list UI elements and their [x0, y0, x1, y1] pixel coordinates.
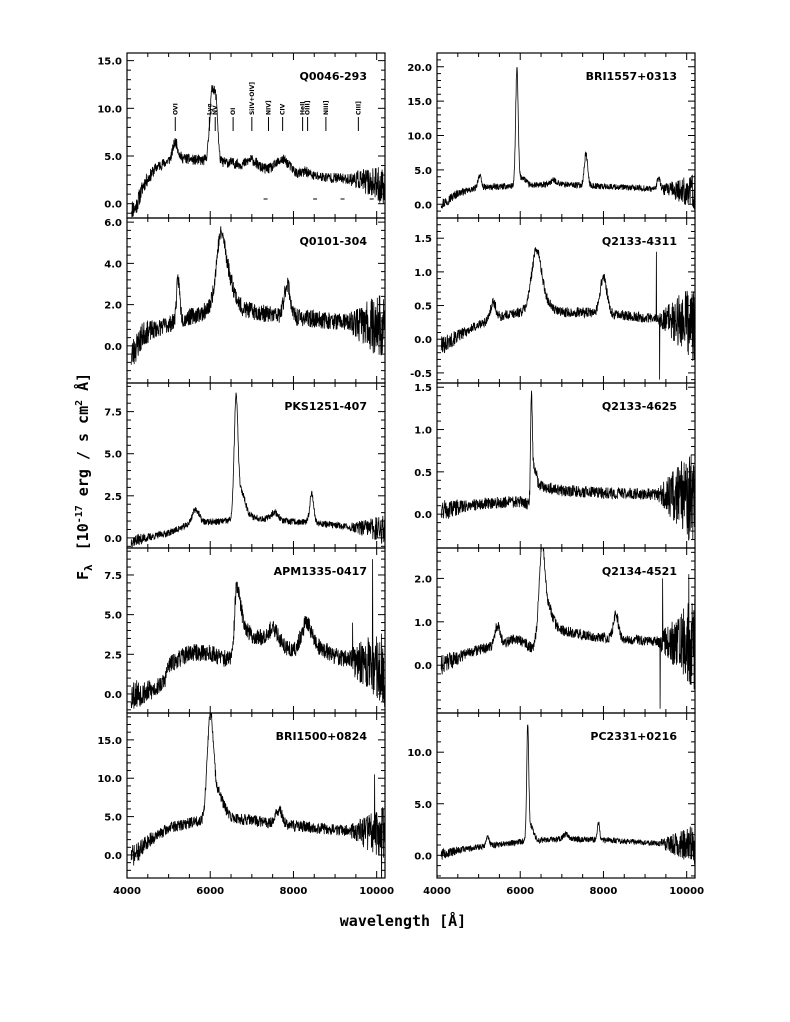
y-tick-label: 0.0 — [104, 533, 122, 545]
y-tick-label: -0.5 — [410, 368, 432, 380]
x-tick-label: 10000 — [359, 886, 395, 897]
panel-label: Q2133-4625 — [601, 400, 677, 413]
panel-label: Q2134-4521 — [601, 565, 677, 578]
x-tick-label: 8000 — [589, 886, 618, 897]
panel-label: PC2331+0216 — [590, 730, 677, 743]
y-tick-label: 10.0 — [407, 748, 432, 760]
y-tick-label: 5.0 — [104, 812, 122, 824]
x-tick-label: 8000 — [279, 886, 308, 897]
y-tick-label: 0.0 — [104, 341, 122, 353]
y-tick-label: 0.0 — [414, 510, 432, 522]
y-tick-label: 5.0 — [104, 152, 122, 164]
x-tick-label: 4000 — [423, 886, 451, 897]
line-id-label: HeII — [299, 101, 307, 115]
y-tick-label: 15.0 — [97, 735, 122, 747]
y-tick-label: 5.0 — [414, 799, 432, 811]
y-tick-label: 6.0 — [104, 218, 122, 230]
y-axis-exp: -17 — [74, 505, 85, 524]
spectrum-line — [131, 85, 385, 217]
y-tick-label: 5.0 — [414, 165, 432, 177]
svg-text:Fλ[10-17erg / s cm2Å] — [73, 373, 95, 580]
panel-Q2133-4625 — [414, 383, 695, 548]
y-tick-label: 1.0 — [414, 425, 432, 437]
panel-Q0046-293 — [97, 53, 385, 218]
panel-label: BRI1500+0824 — [275, 730, 367, 743]
y-tick-label: 7.5 — [104, 570, 122, 582]
panel-PC2331+0216 — [407, 713, 704, 897]
y-axis-title — [73, 373, 95, 580]
panel-BRI1557+0313 — [407, 53, 695, 218]
x-tick-label: 10000 — [669, 886, 705, 897]
y-tick-label: 15.0 — [407, 97, 432, 109]
line-id-label: NV — [212, 105, 220, 115]
y-axis-f: F — [74, 570, 92, 580]
y-tick-label: 1.0 — [414, 617, 432, 629]
spectrum-line — [441, 391, 695, 540]
y-tick-label: 4.0 — [104, 259, 122, 271]
line-id-label: OVI — [172, 103, 180, 115]
y-tick-label: 10.0 — [97, 104, 122, 116]
line-id-label: OI — [230, 107, 238, 115]
y-tick-label: 2.0 — [104, 300, 122, 312]
y-tick-label: 10.0 — [407, 131, 432, 143]
y-tick-label: 5.0 — [104, 610, 122, 622]
y-tick-label: 1.5 — [414, 383, 432, 395]
y-tick-label: 1.5 — [414, 234, 432, 246]
y-tick-label: 0.0 — [414, 851, 432, 863]
y-tick-label: 0.0 — [414, 661, 432, 673]
panel-label: BRI1557+0313 — [585, 70, 677, 83]
y-axis-middle: erg / s cm — [74, 405, 92, 497]
y-axis-open: [10 — [74, 523, 92, 551]
spectrum-line — [441, 725, 695, 864]
x-tick-label: 6000 — [196, 886, 225, 897]
panel-label: Q2133-4311 — [601, 235, 677, 248]
x-tick-label: 4000 — [113, 886, 141, 897]
panel-label: APM1335-0417 — [273, 565, 367, 578]
y-tick-label: 0.5 — [414, 301, 432, 313]
y-tick-label: 2.0 — [414, 574, 432, 586]
y-tick-label: 0.0 — [414, 200, 432, 212]
spectrum-line — [131, 393, 385, 547]
line-id-label: NIII] — [322, 100, 330, 115]
y-axis-exp2: 2 — [74, 399, 85, 406]
panel-Q2133-4311 — [410, 218, 695, 383]
y-tick-label: 15.0 — [97, 56, 122, 68]
line-id-label: CIII] — [355, 101, 363, 115]
y-tick-label: 1.0 — [414, 267, 432, 279]
y-tick-label: 0.0 — [414, 335, 432, 347]
y-axis-close: Å] — [74, 372, 92, 391]
panel-PKS1251-407 — [104, 383, 385, 548]
x-axis-title: wavelength [Å] — [339, 912, 467, 930]
spectrum-line — [441, 67, 695, 209]
y-tick-label: 20.0 — [407, 62, 432, 74]
y-tick-label: 0.0 — [104, 689, 122, 701]
y-axis-lambda: λ — [82, 564, 95, 571]
panel-Q2134-4521 — [414, 538, 695, 714]
spectrum-line — [131, 559, 385, 709]
panel-label: Q0101-304 — [299, 235, 367, 248]
y-tick-label: 0.0 — [104, 199, 122, 211]
y-tick-label: 2.5 — [104, 650, 122, 662]
panel-label: PKS1251-407 — [284, 400, 367, 413]
line-id-label: OIII] — [304, 100, 312, 115]
panel-Q0101-304 — [104, 218, 385, 383]
spectrum-line — [441, 538, 695, 709]
spectrum-line — [441, 247, 695, 379]
line-id-label: SiIV+OIV] — [248, 82, 256, 115]
y-tick-label: 2.5 — [104, 491, 122, 503]
line-id-label: Lyα — [206, 103, 214, 115]
y-tick-label: 5.0 — [104, 449, 122, 461]
y-tick-label: 0.0 — [104, 850, 122, 862]
panel-label: Q0046-293 — [299, 70, 367, 83]
line-id-label: CIV — [279, 103, 287, 115]
y-tick-label: 0.5 — [414, 467, 432, 479]
panel-BRI1500+0824 — [97, 708, 394, 901]
y-tick-label: 7.5 — [104, 407, 122, 419]
x-tick-label: 6000 — [506, 886, 535, 897]
line-id-label: NIV] — [265, 100, 273, 115]
y-tick-label: 10.0 — [97, 774, 122, 786]
panel-APM1335-0417 — [104, 548, 385, 713]
